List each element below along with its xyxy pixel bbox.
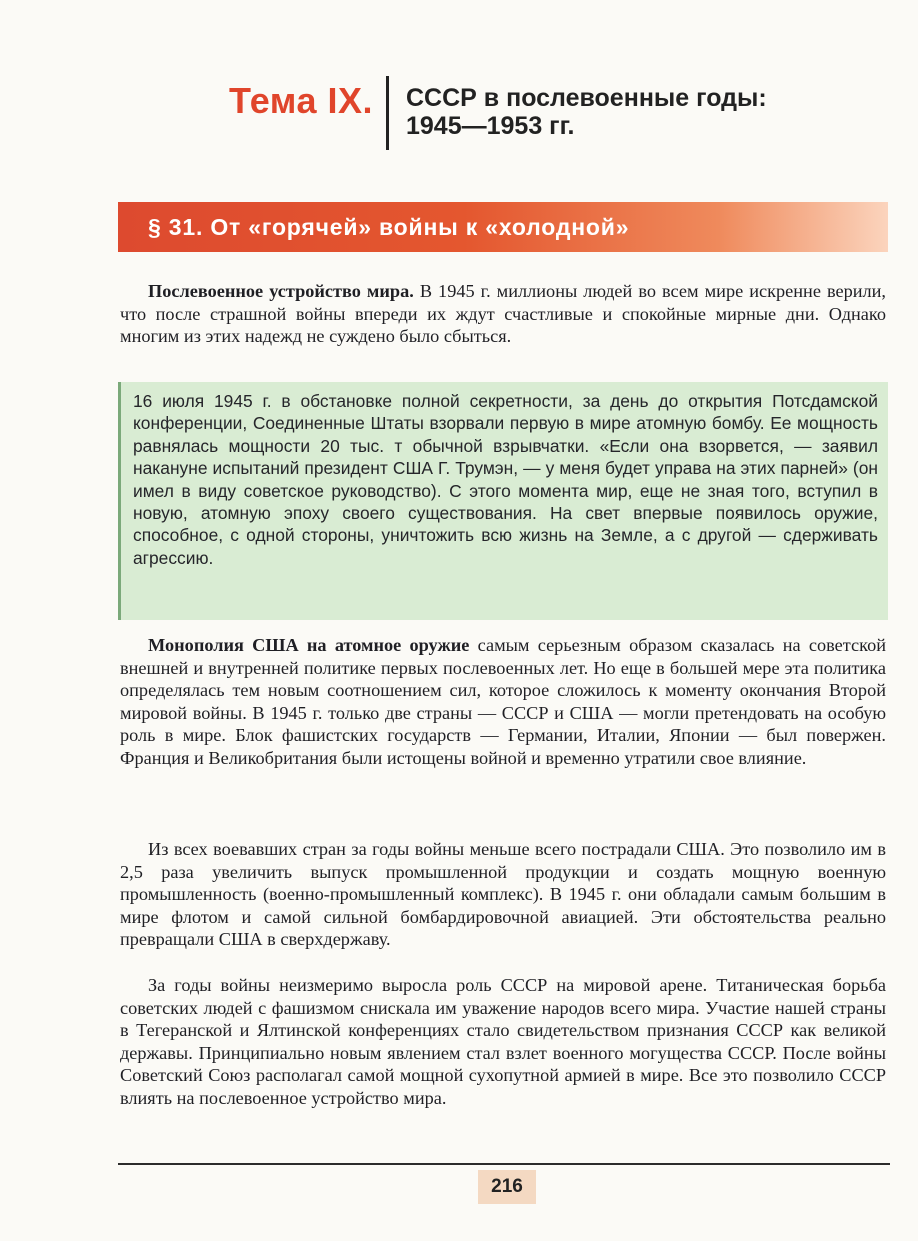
paragraph-lead-heading: Монополия США на атомное оружие <box>148 635 470 655</box>
paragraph-text: За годы войны неизмеримо выросла роль СССР на мировой арене. Титаническая борьба советских людей с фашизмом снискала им уважение народов всего мира. Участие нашей страны в Тегеранской и Ялтинской конференциях стало свидетельством признания СССР как великой державы. Принципиально новым явлением стал взлет военного могущества СССР. После войны Советский Союз располагал самой мощной сухопутной армией в мире. Все это позволило СССР влиять на послевоенное устройство мира. <box>120 975 886 1108</box>
paragraph-postwar-order <box>120 280 886 348</box>
paragraph-text: Из всех воевавших стран за годы войны меньше всего пострадали США. Это позволило им в 2,5 раза увеличить выпуск промышленной продукции и создать мощную военную промышленность (военно-промышленный комплекс). В 1945 г. они обладали самым большим в мире флотом и самой сильной бомбардировочной авиацией. Эти обстоятельства реально превращали США в сверхдержаву. <box>120 839 886 950</box>
highlight-text: 16 июля 1945 г. в обстановке полной секретности, за день до открытия Потсдамской конференции, Соединенные Штаты взорвали первую в мире атомную бомбу. Ее мощность равнялась мощности 20 тыс. т обычной взрывчатки. «Если она взорвется, — заявил накануне испытаний президент США Г. Трумэн, — у меня будет управа на этих парней» (он имел в виду советское руководство). С этого момента мир, еще не зная того, вступил в новую, атомную эпоху своего существования. На свет впервые появилось оружие, способное, с одной стороны, уничтожить всю жизнь на Земле, а с другой — сдерживать агрессию. <box>133 391 878 568</box>
header-divider <box>386 76 389 150</box>
section-title: § 31. От «горячей» войны к «холодной» <box>148 213 630 240</box>
topic-title <box>406 84 767 140</box>
chapter-header <box>0 72 918 156</box>
paragraph-us-superpower <box>120 838 886 951</box>
topic-label: Тема IX. <box>229 80 373 121</box>
highlight-box <box>118 382 888 620</box>
paragraph-text: В 1945 г. миллионы людей во всем мире искренне верили, что после страшной войны впереди их ждут счастливые и спокойные мирные дни. Однако многим из этих надежд не суждено было сбыться. <box>120 281 886 347</box>
page-number: 216 <box>478 1170 536 1204</box>
topic-title-line-2: 1945—1953 гг. <box>406 112 575 140</box>
topic-title-line-1: СССР в послевоенные годы: <box>406 84 767 112</box>
section-banner <box>118 202 888 252</box>
paragraph-us-monopoly <box>120 634 886 770</box>
footer-rule <box>118 1163 890 1165</box>
paragraph-lead-heading: Послевоенное устройство мира. <box>148 281 414 301</box>
paragraph-ussr-role <box>120 974 886 1110</box>
paragraph-text: самым серьезным образом сказалась на советской внешней и внутренней политике первых послевоенных лет. Но еще в большей мере эта политика определялась тем новым соотношением сил, которое сложилось к моменту окончания Второй мировой войны. В 1945 г. только две страны — СССР и США — могли претендовать на особую роль в мире. Блок фашистских государств — Германии, Италии, Японии — был повержен. Франция и Великобритания были истощены войной и временно утратили свое влияние. <box>120 635 886 768</box>
